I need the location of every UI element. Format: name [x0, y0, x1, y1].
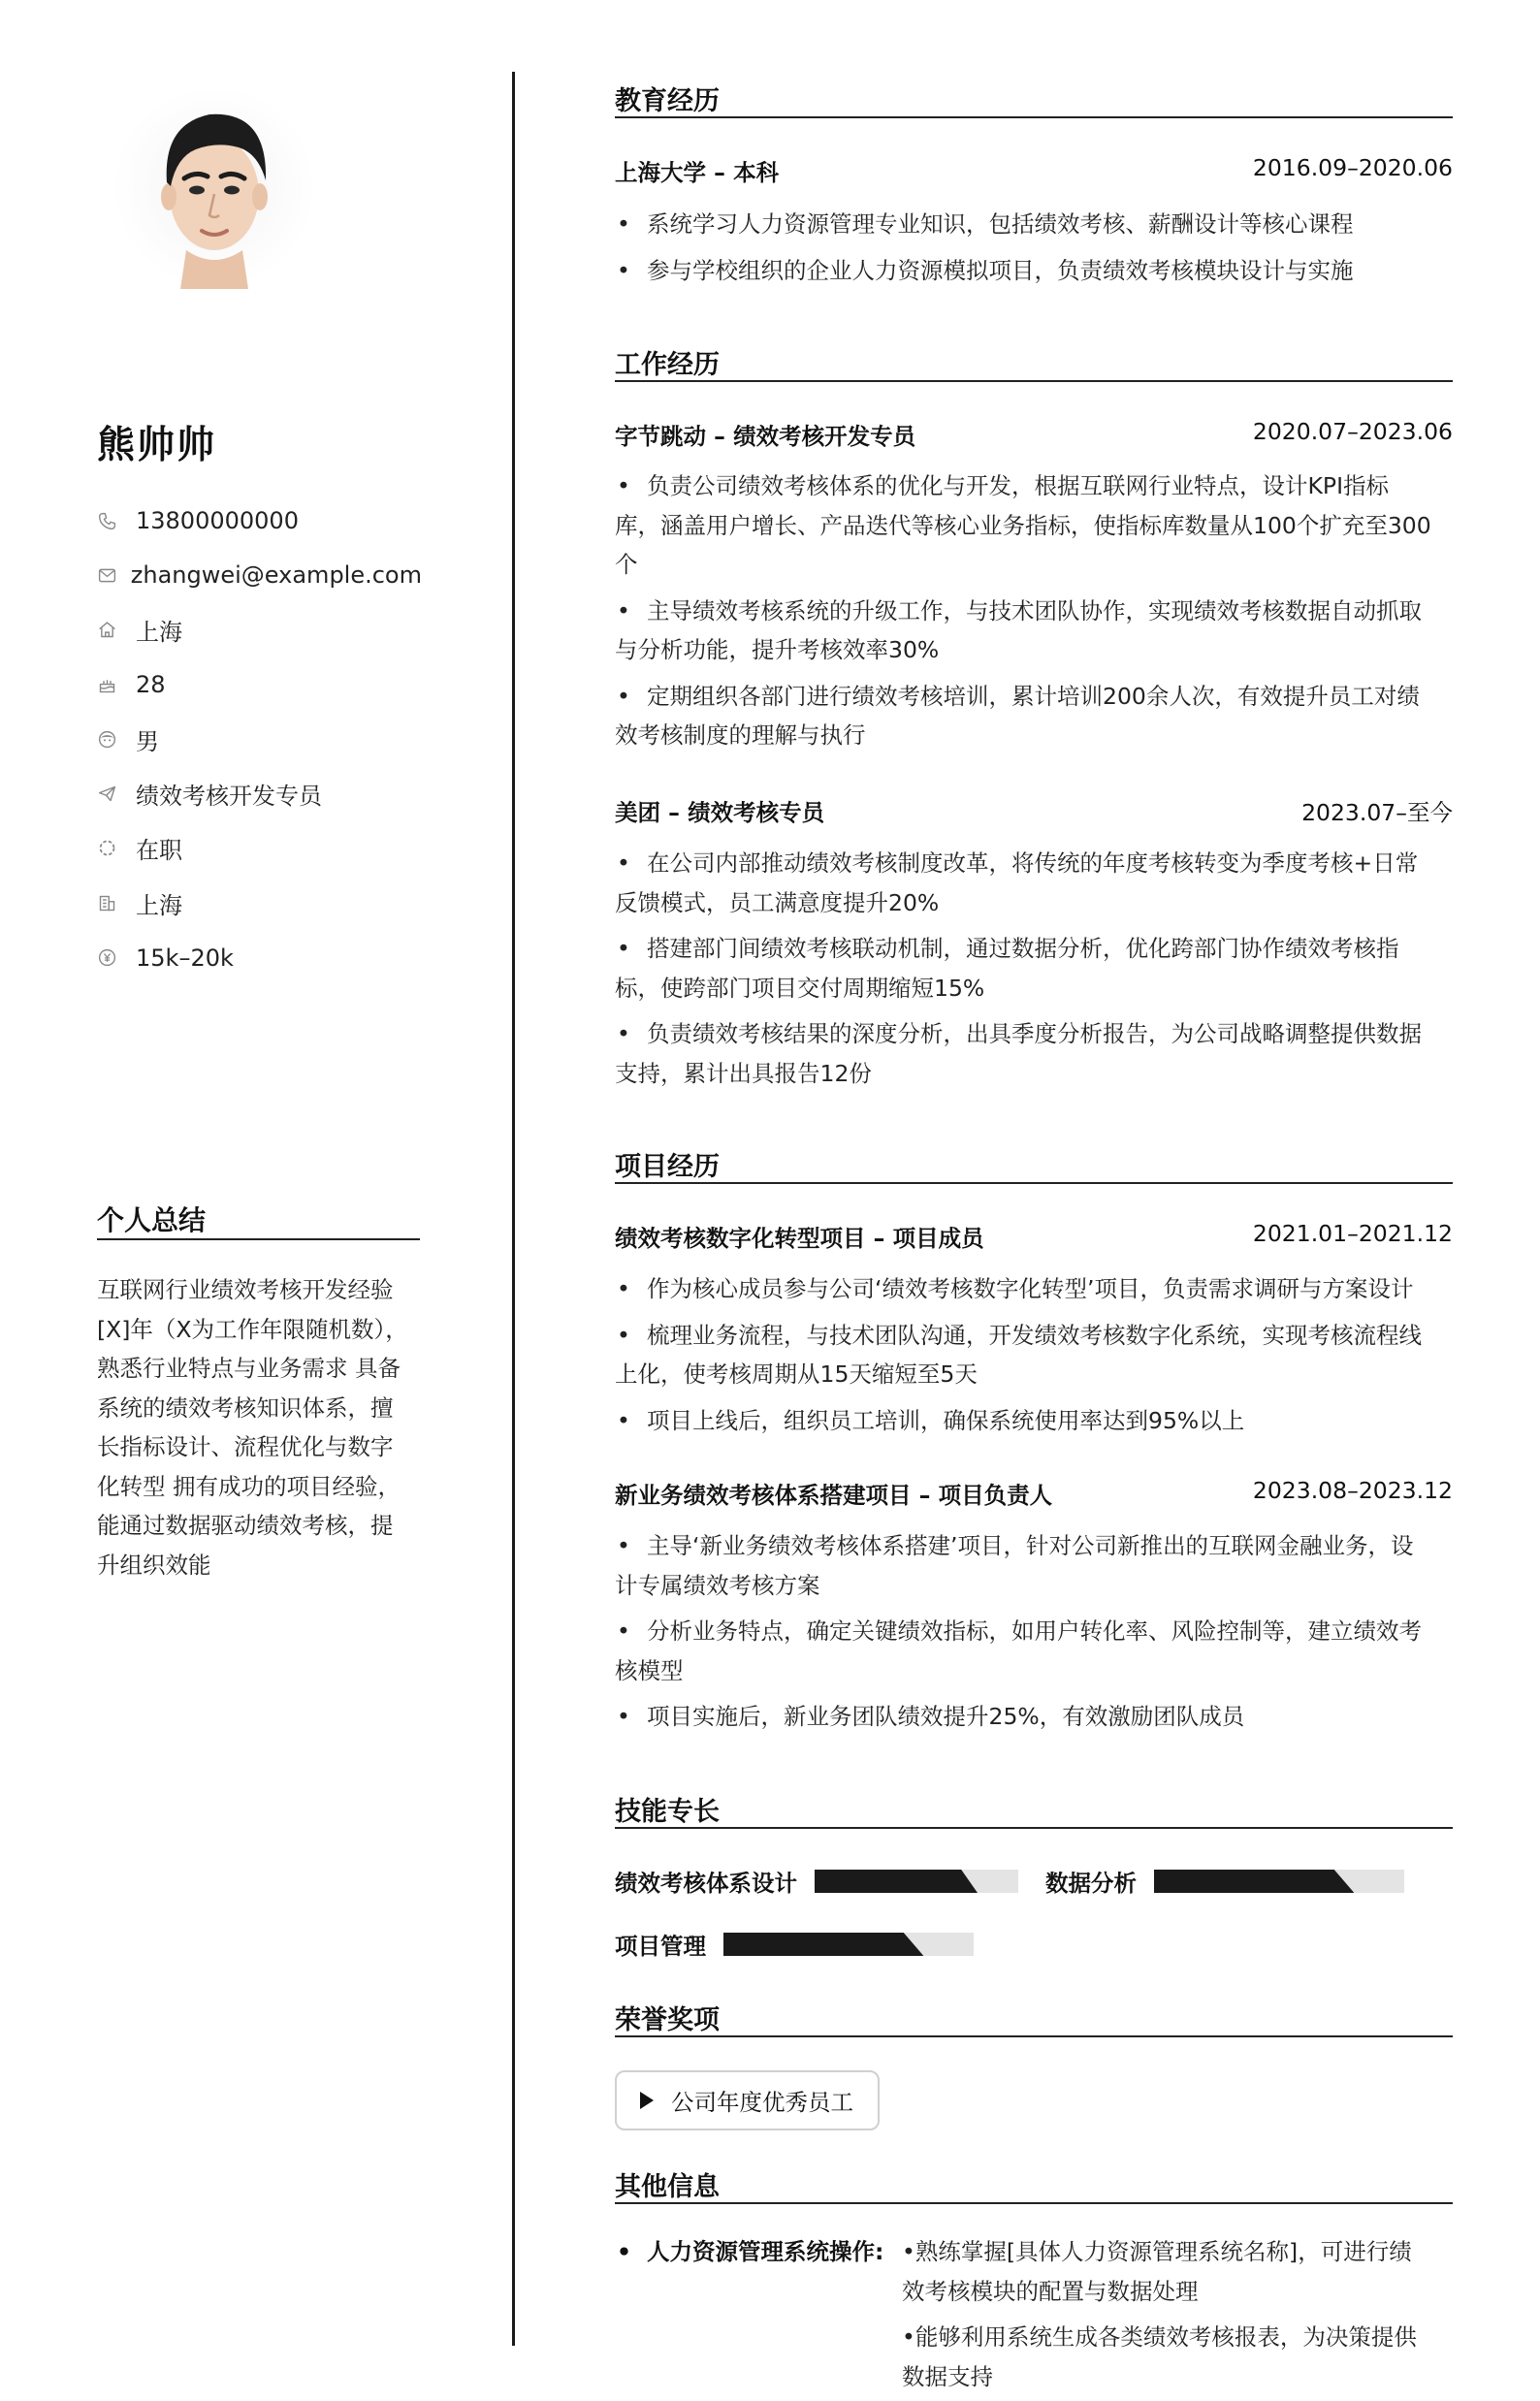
bullet-text: 项目实施后，新业务团队绩效提升25%，有效激励团队成员	[647, 1703, 1245, 1730]
projects-underline	[615, 1182, 1453, 1184]
skill-label: 绩效考核体系设计	[615, 1870, 797, 1897]
contact-info-list	[97, 494, 422, 985]
bullet-item: • 项目上线后，组织员工培训，确保系统使用率达到95%以上	[617, 1406, 1245, 1434]
bullet-text: 反馈模式，员工满意度提升20%	[615, 888, 940, 916]
bullet-item: • 系统学习人力资源管理专业知识，包括绩效考核、薪酬设计等核心课程	[617, 210, 1354, 238]
bullet-text: 作为核心成员参与公司‘绩效考核数字化转型’项目，负责需求调研与方案设计	[647, 1275, 1414, 1302]
education-underline	[615, 116, 1453, 118]
education-bullets	[615, 205, 1453, 297]
bullet-item: • 作为核心成员参与公司‘绩效考核数字化转型’项目，负责需求调研与方案设计	[617, 1275, 1414, 1302]
info-value: 男	[136, 727, 159, 755]
info-phone	[97, 494, 422, 548]
work-title: 工作经历	[615, 350, 720, 380]
bullet-text: 与分析功能，提升考核效率30%	[615, 636, 940, 663]
summary-text	[97, 1270, 420, 1585]
entry-date: 2021.01–2021.12	[1252, 1220, 1453, 1247]
work-bullets	[615, 844, 1453, 1100]
bullet-item: •能够利用系统生成各类绩效考核报表，为决策提供 数据支持	[902, 2318, 1453, 2396]
info-position	[97, 766, 422, 820]
info-address	[97, 603, 422, 657]
bullet-item: • 分析业务特点，确定关键绩效指标，如用户转化率、风险控制等，建立绩效考 核模型	[615, 1612, 1453, 1690]
other-underline	[615, 2202, 1453, 2204]
info-gender	[97, 712, 422, 766]
other-label-item: • 人力资源管理系统操作:	[617, 2238, 884, 2265]
info-email	[97, 548, 422, 602]
skill-item	[1045, 1865, 1404, 1898]
bullet-text: 支持，累计出具报告12份	[615, 1059, 872, 1087]
summary-line-text: 熟悉行业特点与业务需求 具备	[97, 1355, 401, 1382]
bullet-text: 在公司内部推动绩效考核制度改革，将传统的年度考核转变为季度考核+日常	[647, 849, 1419, 877]
work-underline	[615, 380, 1453, 382]
column-divider	[512, 72, 515, 2346]
info-city	[97, 876, 422, 930]
bullet-item: • 负责绩效考核结果的深度分析，出具季度分析报告，为公司战略调整提供数据 支持，累计出具报告12份	[615, 1014, 1453, 1093]
bullet-text: 库，涵盖用户增长、产品迭代等核心业务指标，使指标库数量从100个扩充至300	[615, 511, 1431, 539]
summary-line-text: 能通过数据驱动绩效考核，提	[97, 1512, 394, 1539]
summary-line-text: 升组织效能	[97, 1551, 211, 1579]
skill-bar-fill	[1154, 1870, 1354, 1893]
bullet-text: 效考核模块的配置与数据处理	[902, 2277, 1199, 2305]
cake-icon	[97, 673, 136, 696]
bullet-item: • 项目实施后，新业务团队绩效提升25%，有效激励团队成员	[617, 1703, 1245, 1730]
info-value: 28	[136, 671, 166, 699]
bullet-item: • 定期组织各部门进行绩效考核培训，累计培训200余人次，有效提升员工对绩 效考核制度的理解与执行	[615, 677, 1453, 755]
bullet-item: •熟练掌握[具体人力资源管理系统名称]，可进行绩 效考核模块的配置与数据处理	[902, 2232, 1453, 2311]
skills-underline	[615, 1827, 1453, 1829]
education-entry-head	[615, 154, 1453, 187]
bullet-text: 项目上线后，组织员工培训，确保系统使用率达到95%以上	[647, 1406, 1245, 1434]
send-icon	[97, 783, 136, 806]
bullet-text: 主导‘新业务绩效考核体系搭建’项目，针对公司新推出的互联网金融业务，设	[647, 1532, 1414, 1559]
skill-bar-fill	[723, 1933, 923, 1956]
info-value: zhangwei@example.com	[130, 561, 422, 590]
work-bullets	[615, 466, 1453, 762]
project-entry-head	[615, 1477, 1453, 1510]
bullet-item: • 主导‘新业务绩效考核体系搭建’项目，针对公司新推出的互联网金融业务，设 计专属绩效考核方案	[615, 1526, 1453, 1605]
other-label: 人力资源管理系统操作:	[647, 2238, 884, 2265]
info-value: 绩效考核开发专员	[136, 783, 322, 811]
project-entry-head	[615, 1220, 1453, 1253]
bullet-text: 系统学习人力资源管理专业知识，包括绩效考核、薪酬设计等核心课程	[647, 210, 1354, 238]
bullet-text: 参与学校组织的企业人力资源模拟项目，负责绩效考核模块设计与实施	[647, 256, 1354, 284]
info-value: 13800000000	[136, 507, 299, 535]
project-bullets	[615, 1526, 1453, 1744]
avatar	[112, 85, 316, 289]
bullet-item: • 搭建部门间绩效考核联动机制，通过数据分析，优化跨部门协作绩效考核指 标，使跨部门项目交付周期缩短15%	[615, 929, 1453, 1008]
skill-bar-fill	[815, 1870, 978, 1893]
awards-underline	[615, 2035, 1453, 2037]
info-value: 上海	[136, 891, 182, 919]
summary-line-text: 长指标设计、流程优化与数字	[97, 1433, 394, 1460]
bullet-text: 梳理业务流程，与技术团队沟通，开发绩效考核数字化系统，实现考核流程线	[647, 1321, 1422, 1349]
summary-line-text: 系统的绩效考核知识体系，擅	[97, 1393, 394, 1422]
entry-title: 绩效考核数字化转型项目 – 项目成员	[615, 1225, 984, 1252]
info-status	[97, 821, 422, 876]
skill-label: 数据分析	[1045, 1870, 1137, 1897]
entry-date: 2020.07–2023.06	[1252, 418, 1453, 445]
bullet-item: • 梳理业务流程，与技术团队沟通，开发绩效考核数字化系统，实现考核流程线 上化，使考核周期从15天缩短至5天	[615, 1316, 1453, 1394]
bullet-text: 核模型	[615, 1656, 684, 1684]
info-age	[97, 657, 422, 712]
project-bullets	[615, 1269, 1453, 1447]
skill-bar	[1154, 1870, 1404, 1893]
bullet-item: • 在公司内部推动绩效考核制度改革，将传统的年度考核转变为季度考核+日常 反馈模式，员工满意度提升20%	[615, 844, 1453, 922]
other-title: 其他信息	[615, 2172, 720, 2202]
salary-icon	[97, 946, 136, 970]
bullet-text: 主导绩效考核系统的升级工作，与技术团队协作，实现绩效考核数据自动抓取	[647, 596, 1422, 624]
entry-date: 2023.07–至今	[1301, 799, 1453, 826]
bullet-text: 负责绩效考核结果的深度分析，出具季度分析报告，为公司战略调整提供数据	[647, 1020, 1422, 1047]
gender-icon	[97, 727, 136, 751]
awards-title: 荣誉奖项	[615, 2005, 720, 2035]
award-chip[interactable]	[615, 2070, 880, 2130]
phone-icon	[97, 509, 136, 532]
skills-title: 技能专长	[615, 1797, 720, 1827]
bullet-text: 效考核制度的理解与执行	[615, 721, 866, 749]
bullet-text: 标，使跨部门项目交付周期缩短15%	[615, 974, 985, 1002]
education-title: 教育经历	[615, 86, 720, 116]
bullet-item: • 主导绩效考核系统的升级工作，与技术团队协作，实现绩效考核数据自动抓取 与分析功能，提升考核效率30%	[615, 592, 1453, 670]
summary-line-text: 互联网行业绩效考核开发经验	[97, 1276, 394, 1303]
entry-title: 字节跳动 – 绩效考核开发专员	[615, 423, 916, 450]
bullet-text: 计专属绩效考核方案	[615, 1571, 820, 1599]
entry-date: 2016.09–2020.06	[1252, 154, 1453, 181]
summary-title: 个人总结	[97, 1204, 207, 1236]
skill-item	[615, 1865, 1018, 1898]
summary-line-text: [X]年（X为工作年限随机数），	[97, 1315, 408, 1343]
bullet-text: 定期组织各部门进行绩效考核培训，累计培训200余人次，有效提升员工对绩	[647, 682, 1420, 710]
projects-title: 项目经历	[615, 1152, 720, 1182]
info-value: 15k–20k	[136, 944, 234, 972]
entry-title: 新业务绩效考核体系搭建项目 – 项目负责人	[615, 1482, 1053, 1509]
bullet-text: 能够利用系统生成各类绩效考核报表，为决策提供	[914, 2323, 1417, 2351]
entry-title: 美团 – 绩效考核专员	[615, 799, 825, 826]
skill-bar	[815, 1870, 1018, 1893]
entry-date: 2023.08–2023.12	[1252, 1477, 1453, 1504]
work-entry-head	[615, 418, 1453, 451]
skill-label: 项目管理	[615, 1933, 706, 1960]
building-icon	[97, 891, 136, 914]
play-icon	[640, 2092, 654, 2109]
skill-item	[615, 1928, 974, 1961]
info-salary	[97, 930, 422, 984]
candidate-name: 熊帅帅	[97, 424, 217, 467]
award-label: 公司年度优秀员工	[671, 2089, 853, 2116]
info-value: 在职	[136, 837, 182, 865]
bullet-text: 分析业务特点，确定关键绩效指标，如用户转化率、风险控制等，建立绩效考	[647, 1617, 1422, 1645]
work-entry-head	[615, 794, 1453, 827]
bullet-text: 上化，使考核周期从15天缩短至5天	[615, 1361, 978, 1388]
summary-line-text: 化转型 拥有成功的项目经验，	[97, 1472, 401, 1500]
summary-underline	[97, 1238, 420, 1240]
entry-title: 上海大学 – 本科	[615, 159, 780, 186]
mail-icon	[97, 563, 131, 587]
status-icon	[97, 837, 136, 860]
bullet-text: 负责公司绩效考核体系的优化与开发，根据互联网行业特点，设计KPI指标	[647, 472, 1390, 499]
bullet-item: • 负责公司绩效考核体系的优化与开发，根据互联网行业特点，设计KPI指标 库，涵盖用户增长、产品迭代等核心业务指标，使指标库数量从100个扩充至300 个	[615, 466, 1453, 585]
info-value: 上海	[136, 619, 182, 647]
bullet-text: 数据支持	[902, 2362, 993, 2390]
home-icon	[97, 619, 136, 642]
bullet-item: • 参与学校组织的企业人力资源模拟项目，负责绩效考核模块设计与实施	[617, 256, 1354, 284]
skill-bar	[723, 1933, 974, 1956]
bullet-text: 熟练掌握[具体人力资源管理系统名称]，可进行绩	[914, 2238, 1412, 2265]
bullet-text: 搭建部门间绩效考核联动机制，通过数据分析，优化跨部门协作绩效考核指	[647, 935, 1399, 962]
bullet-text: 个	[615, 551, 638, 578]
